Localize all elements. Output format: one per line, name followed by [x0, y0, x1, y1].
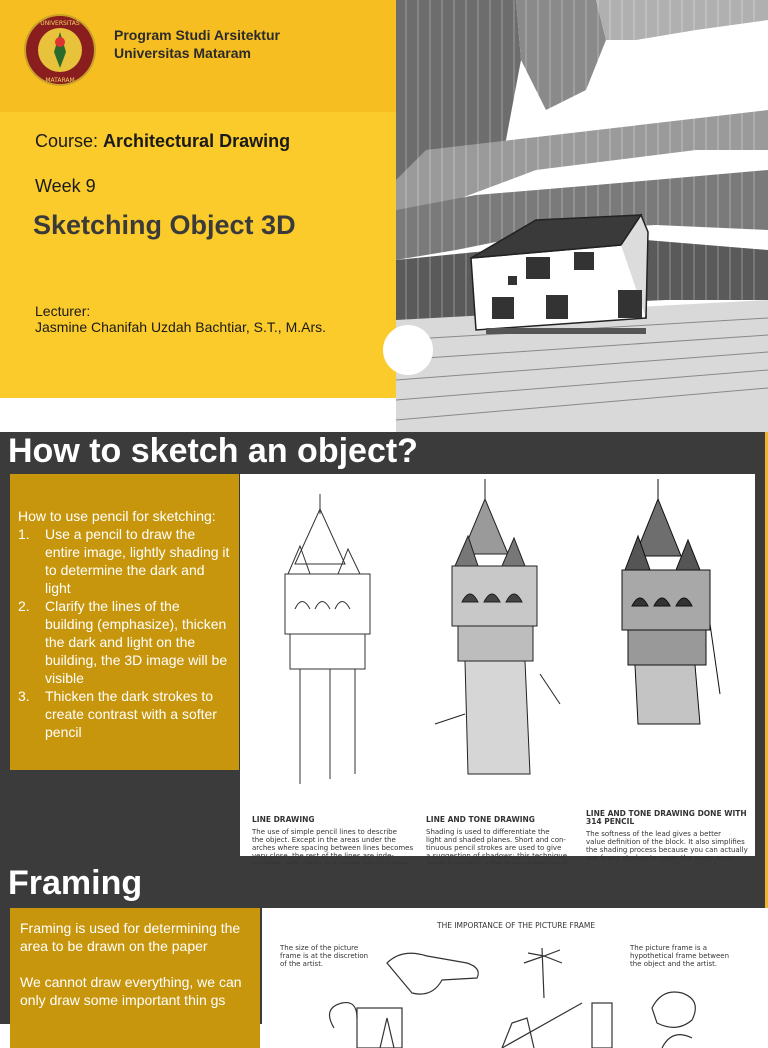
panel2-caption-line: a suggestion of shadows; this technique — [426, 852, 568, 860]
header-band — [0, 0, 396, 112]
step-item — [18, 687, 231, 741]
right-note-line: the object and the artist. — [630, 960, 718, 968]
panel3-heading-line: 314 PENCIL — [586, 817, 635, 826]
left-note-line: The size of the picture — [280, 944, 359, 952]
slide-title: Sketching Object 3D — [33, 210, 296, 240]
sketch-method-slide — [0, 432, 768, 864]
step-text: Thicken the dark strokes to create contrast with a softer pencil — [45, 688, 217, 740]
panel2-caption-line: light and shaded planes. Short and con- — [426, 836, 566, 844]
panel2-heading: LINE AND TONE DRAWING — [426, 815, 535, 824]
step-text: Clarify the lines of the building (emphasize), thicken the dark and light on the building, the 3D image will be visible — [45, 598, 228, 686]
house-sketch-image — [396, 0, 768, 432]
title-slide — [0, 0, 768, 432]
panel3-heading-line: LINE AND TONE DRAWING DONE WITH — [586, 809, 747, 818]
panel1-caption-line: arches where spacing between lines becomes — [252, 844, 414, 852]
panel1-caption-line: The use of simple pencil lines to describe — [252, 828, 397, 836]
slide-heading: Framing — [8, 864, 143, 902]
step-number: 3. — [18, 688, 30, 704]
course-prefix: Course: — [35, 131, 104, 151]
university-logo-icon — [20, 12, 100, 88]
panel1-caption-line: very close, the rest of the lines are inde- — [252, 852, 394, 860]
framing-paragraph: Framing is used for determining the area to be drawn on the paper — [20, 920, 241, 954]
step-number: 2. — [18, 598, 30, 614]
university-name: Universitas Mataram — [114, 45, 251, 61]
panel3-caption-line: value definition of the block. It also simplifies — [586, 838, 745, 846]
course-info-panel — [0, 112, 396, 398]
steps-list — [18, 525, 231, 741]
picture-frame-figure — [262, 908, 768, 1048]
week-label: Week 9 — [35, 176, 96, 196]
left-note-line: frame is at the discretion — [280, 952, 369, 960]
panel3-caption-line: the shading process because you can actually — [586, 846, 748, 854]
figure-heading: THE IMPORTANCE OF THE PICTURE FRAME — [437, 921, 596, 930]
tower-sketch-figure — [240, 474, 755, 862]
framing-paragraph: We cannot draw everything, we can only draw some important thin gs — [20, 974, 242, 1008]
step-item — [18, 597, 231, 687]
step-item — [18, 525, 231, 597]
framing-text-box — [10, 908, 260, 1048]
panel1-caption-line: the object. Except in the areas under the — [252, 836, 396, 844]
left-note-line: of the artist. — [280, 960, 324, 968]
right-note-line: The picture frame is a — [630, 944, 708, 952]
lecturer-name: Jasmine Chanifah Uzdah Bachtiar, S.T., M.Ars. — [35, 319, 327, 335]
logo-text-bottom: MATARAM — [45, 77, 75, 84]
panel2-caption-line: tinuous pencil strokes are used to give — [426, 844, 562, 852]
panel1-heading: LINE DRAWING — [252, 815, 315, 824]
steps-intro: How to use pencil for sketching: — [18, 508, 216, 524]
program-name: Program Studi Arsitektur — [114, 27, 280, 43]
decorative-circle — [383, 325, 433, 375]
step-number: 1. — [18, 526, 30, 542]
course-line — [35, 131, 290, 152]
course-name: Architectural Drawing — [103, 131, 291, 151]
logo-text-top: UNIVERSITAS — [40, 20, 80, 27]
lecturer-label: Lecturer: — [35, 303, 91, 319]
steps-box — [10, 474, 239, 770]
framing-slide — [0, 864, 768, 1024]
panel3-caption-line: use fewer strokes to cover the same area — [586, 854, 732, 862]
step-text: Use a pencil to draw the entire image, lightly shading it to determine the dark and light — [45, 526, 230, 596]
right-note-line: hypothetical frame between — [630, 952, 730, 960]
panel3-caption-line: The softness of the lead gives a better — [586, 830, 722, 838]
slide-heading: How to sketch an object? — [8, 432, 418, 470]
panel2-caption-line: Shading is used to differentiate the — [426, 828, 550, 836]
